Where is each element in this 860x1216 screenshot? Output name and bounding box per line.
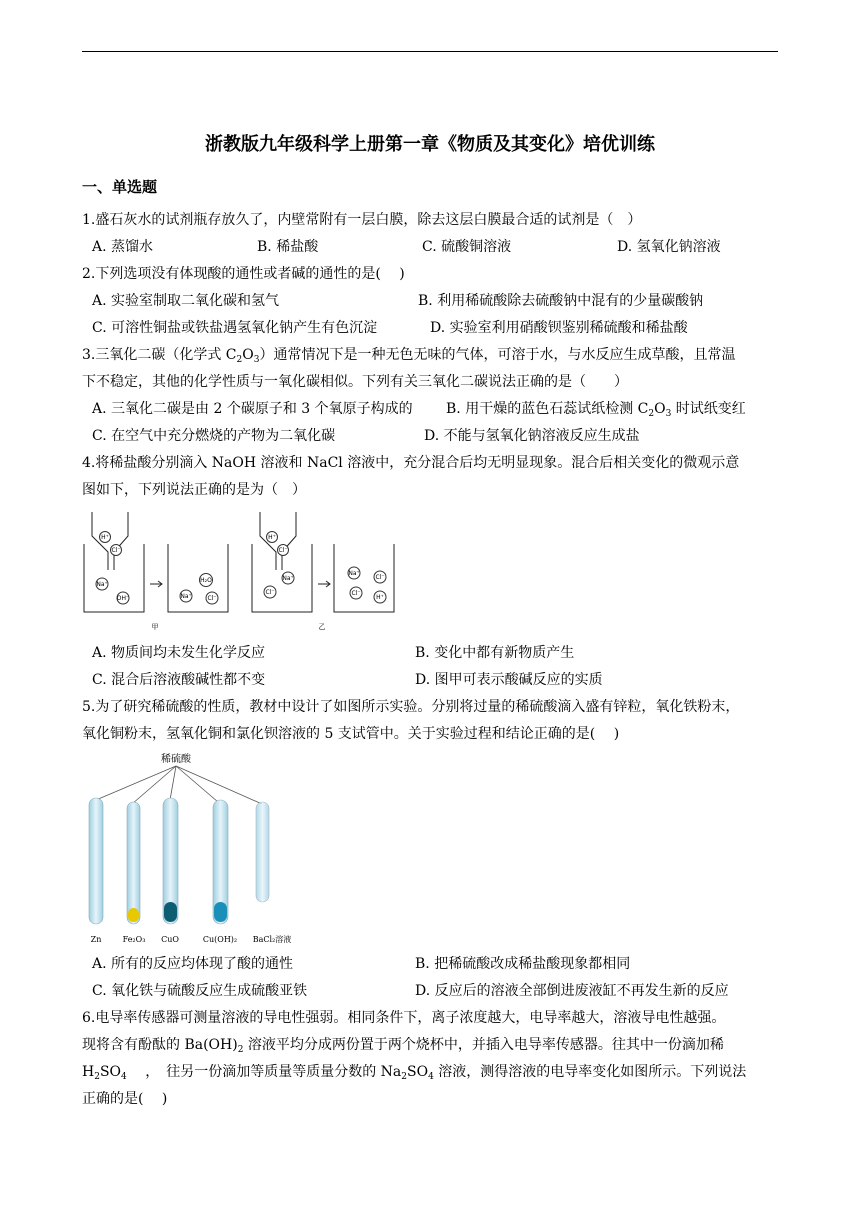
svg-text:Na⁺: Na⁺	[96, 581, 108, 588]
label-jia: 甲	[151, 623, 159, 631]
dropper-yi	[260, 512, 296, 570]
tube-zn	[89, 798, 103, 924]
q1-option-a[interactable]: A. 蒸馏水	[92, 239, 154, 255]
q2-option-d[interactable]: D. 实验室利用硝酸钡鉴别稀硫酸和稀盐酸	[430, 320, 688, 336]
q4-option-a[interactable]: A. 物质间均未发生化学反应	[92, 645, 266, 661]
svg-text:Cl⁻: Cl⁻	[278, 547, 288, 554]
q2-option-a[interactable]: A. 实验室制取二氧化碳和氢气	[92, 293, 280, 309]
svg-text:Na⁺: Na⁺	[180, 593, 192, 600]
arrow-right-icon	[318, 581, 330, 587]
tube-label-cuo: CuO	[161, 935, 179, 944]
arrow-right-icon	[150, 581, 162, 587]
tube-fe2o3	[127, 802, 140, 924]
label-yi: 乙	[318, 623, 326, 631]
q1-option-c[interactable]: C. 硫酸铜溶液	[422, 239, 512, 255]
q3-stem-line2: 下不稳定，其他的化学性质与一氧化碳相似。下列有关三氧化二碳说法正确的是（ ）	[82, 374, 628, 390]
q1-stem: 1.盛石灰水的试剂瓶存放久了，内壁常附有一层白膜，除去这层白膜最合适的试剂是（ ）	[82, 212, 642, 228]
svg-text:Cl⁻: Cl⁻	[351, 590, 361, 597]
connector-lines	[96, 766, 262, 804]
svg-text:H₂O: H₂O	[200, 577, 212, 584]
cyan-solution	[214, 902, 227, 922]
q3-stem-line1: 3.三氧化二碳（化学式 $C_2O_3$）通常情况下是一种无色无味的气体，可溶于水，与水反应生成草酸，且常温	[82, 347, 736, 365]
q4-option-c[interactable]: C. 混合后溶液酸碱性都不变	[92, 672, 266, 688]
svg-text:H⁺: H⁺	[268, 534, 276, 541]
svg-text:Na⁺: Na⁺	[282, 575, 294, 582]
document-title: 浙教版九年级科学上册第一章《物质及其变化》培优训练	[205, 134, 655, 155]
q4-stem-line1: 4.将稀盐酸分别滴入 NaOH 溶液和 NaCl 溶液中，充分混合后均无明显现象。混合后相关变化的微观示意	[82, 455, 740, 471]
dark-teal-solution	[164, 902, 177, 922]
q5-stem-line1: 5.为了研究稀硫酸的性质，教材中设计了如图所示实验。分别将过量的稀硫酸滴入盛有锌粒，氧化铁粉末，	[82, 699, 740, 715]
q4-microscopic-diagram	[82, 508, 402, 634]
q5-option-b[interactable]: B. 把稀硫酸改成稀盐酸现象都相同	[415, 956, 631, 972]
q6-stem-line2: 现将含有酚酞的 $Ba(OH)_2$ 溶液平均分成两份置于两个烧杯中，并插入电导率传感器。往其中一份滴加稀	[82, 1037, 724, 1055]
tube-label-zn: Zn	[90, 935, 102, 944]
q2-option-b[interactable]: B. 利用稀硫酸除去硫酸钠中混有的少量碳酸钠	[418, 293, 704, 309]
q2-stem: 2.下列选项没有体现酸的通性或者碱的通性的是( )	[82, 266, 405, 282]
q4-option-d[interactable]: D. 图甲可表示酸碱反应的实质	[415, 672, 603, 688]
q3-option-c[interactable]: C. 在空气中充分燃烧的产物为二氧化碳	[92, 428, 336, 444]
svg-text:H⁺: H⁺	[376, 594, 384, 601]
header-rule	[82, 51, 778, 52]
beaker-jia-2	[168, 544, 228, 612]
q6-stem-line4: 正确的是( )	[82, 1091, 168, 1107]
svg-text:OH⁻: OH⁻	[116, 595, 130, 602]
q5-stem-line2: 氧化铜粉末，氢氧化铜和氯化钡溶液的 5 支试管中。关于实验过程和结论正确的是( )	[82, 726, 620, 742]
q5-test-tube-diagram	[82, 748, 312, 948]
q3-option-a[interactable]: A. 三氧化二碳是由 2 个碳原子和 3 个氧原子构成的	[92, 401, 413, 417]
svg-text:Cl⁻: Cl⁻	[111, 547, 121, 554]
svg-text:Cl⁻: Cl⁻	[207, 595, 217, 602]
acid-label: 稀硫酸	[161, 754, 191, 765]
q1-option-b[interactable]: B. 稀盐酸	[257, 239, 319, 255]
q4-stem-line2: 图如下，下列说法正确的是为（ ）	[82, 482, 306, 498]
svg-text:Cl⁻: Cl⁻	[265, 589, 275, 596]
svg-text:Na⁺: Na⁺	[348, 570, 360, 577]
q5-option-c[interactable]: C. 氧化铁与硫酸反应生成硫酸亚铁	[92, 983, 308, 999]
q5-option-a[interactable]: A. 所有的反应均体现了酸的通性	[92, 956, 294, 972]
section-heading: 一、单选题	[82, 178, 158, 196]
tube-label-cuoh2: Cu(OH)₂	[202, 935, 238, 944]
q3-option-d[interactable]: D. 不能与氢氧化钠溶液反应生成盐	[424, 428, 640, 444]
tube-label-bacl2: BaCl₂溶液	[252, 935, 292, 944]
q4-option-b[interactable]: B. 变化中都有新物质产生	[415, 645, 575, 661]
dropper-jia	[92, 512, 128, 570]
svg-text:H⁺: H⁺	[101, 534, 109, 541]
tube-bacl2	[256, 802, 269, 902]
q6-stem-line1: 6.电导率传感器可测量溶液的导电性强弱。相同条件下，离子浓度越大，电导率越大，溶液导电性越强。	[82, 1010, 726, 1026]
q2-option-c[interactable]: C. 可溶性铜盐或铁盐遇氢氧化钠产生有色沉淀	[92, 320, 378, 336]
q5-option-d[interactable]: D. 反应后的溶液全部倒进废液缸不再发生新的反应	[415, 983, 729, 999]
q1-option-d[interactable]: D. 氢氧化钠溶液	[617, 239, 721, 255]
q3-option-b[interactable]: B. 用干燥的蓝色石蕊试纸检测 $C_2O_3$ 时试纸变红	[446, 401, 746, 419]
tube-label-fe2o3: Fe₂O₃	[122, 935, 146, 944]
yellow-solution	[128, 908, 139, 922]
svg-text:Cl⁻: Cl⁻	[375, 574, 385, 581]
q6-stem-line3: $H_2SO_4$ ， 往另一份滴加等质量等质量分数的 $Na_2SO_4$ 溶液，测得溶液的电导率变化如图所示。下列说法	[82, 1064, 747, 1082]
